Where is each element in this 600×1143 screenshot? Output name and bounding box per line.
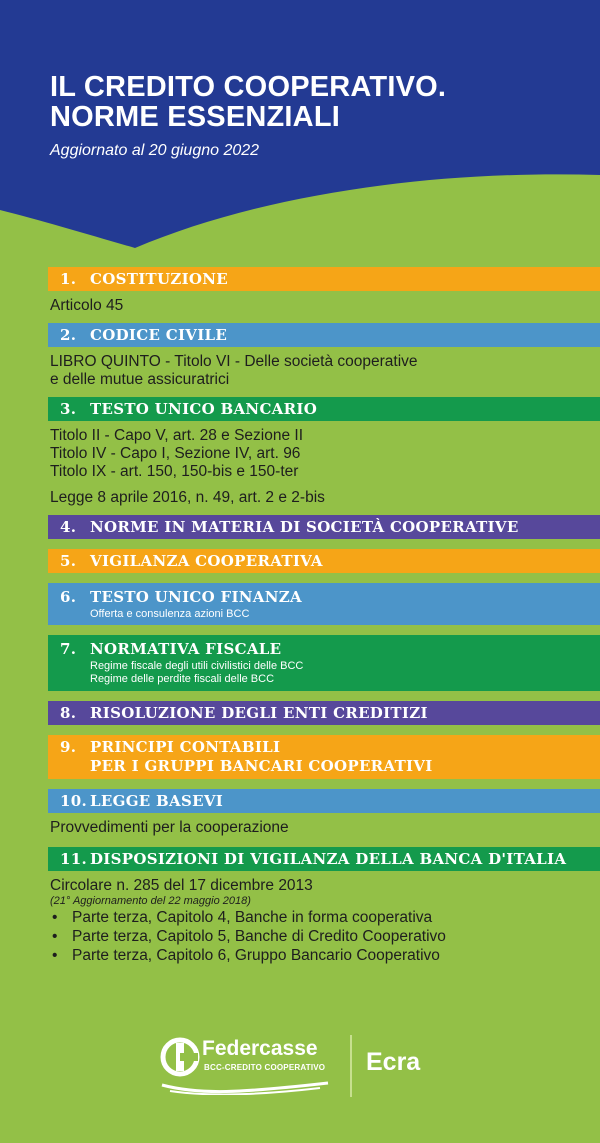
section-7-number: 7. <box>60 640 77 658</box>
section-11-header <box>48 847 600 871</box>
section-3-header <box>48 397 600 421</box>
logo-separator <box>350 1035 352 1097</box>
section-8-header <box>48 701 600 725</box>
section-11-note: (21° Aggiornamento del 22 maggio 2018) <box>50 895 251 907</box>
section-7-subtitle: Regime fiscale degli utili civilistici delle BCC <box>90 660 304 672</box>
section-9-header <box>48 735 600 779</box>
federcasse-name: Federcasse <box>202 1037 318 1060</box>
update-date: Aggiornato al 20 giugno 2022 <box>50 142 260 159</box>
section-3-line: Titolo IX - art. 150, 150-bis e 150-ter <box>50 463 299 480</box>
bullet: • <box>52 909 58 926</box>
federcasse-wave-icon <box>160 1079 330 1095</box>
section-6-subtitle: Offerta e consulenza azioni BCC <box>90 608 250 620</box>
bullet: • <box>52 947 58 964</box>
section-3-body <box>50 427 580 507</box>
section-2-line: e delle mutue assicuratrici <box>50 371 230 388</box>
section-11-bullets <box>52 908 600 965</box>
title-line-1: IL CREDITO COOPERATIVO. <box>50 71 447 103</box>
section-8-title: RISOLUZIONE DEGLI ENTI CREDITIZI <box>90 704 428 722</box>
section-5-header <box>48 549 600 573</box>
ecra-logo: Ecra <box>366 1048 421 1076</box>
sections-list <box>0 267 600 965</box>
section-6-header <box>48 583 600 625</box>
section-2-body <box>50 353 580 389</box>
list-item: • Parte terza, Capitolo 5, Banche di Credito Cooperativo <box>52 928 446 945</box>
section-4-number: 4. <box>60 518 77 536</box>
section-2-header <box>48 323 600 347</box>
section-1-number: 1. <box>60 270 77 288</box>
section-3-law: Legge 8 aprile 2016, n. 49, art. 2 e 2-bis <box>50 489 325 506</box>
section-7-subtitle: Regime delle perdite fiscali delle BCC <box>90 673 275 685</box>
section-10-body: Provvedimenti per la cooperazione <box>50 819 289 836</box>
section-3-number: 3. <box>60 400 77 418</box>
section-6-number: 6. <box>60 588 77 606</box>
page-title <box>50 72 446 132</box>
section-10-number: 10. <box>60 792 87 810</box>
section-11-number: 11. <box>60 850 87 868</box>
federcasse-subtitle: BCC-CREDITO COOPERATIVO <box>204 1063 326 1072</box>
title-line-2: NORME ESSENZIALI <box>50 101 340 133</box>
section-4-title: NORME IN MATERIA DI SOCIETÀ COOPERATIVE <box>90 518 519 536</box>
federcasse-logo-icon <box>160 1037 200 1077</box>
section-5-number: 5. <box>60 552 77 570</box>
section-5-title: VIGILANZA COOPERATIVA <box>90 552 323 570</box>
list-item: • Parte terza, Capitolo 6, Gruppo Bancario Cooperativo <box>52 947 440 964</box>
section-8-number: 8. <box>60 704 77 722</box>
section-3-title: TESTO UNICO BANCARIO <box>90 400 318 418</box>
section-2-title: CODICE CIVILE <box>90 326 228 344</box>
section-11-body: Circolare n. 285 del 17 dicembre 2013 <box>50 877 313 894</box>
section-1-title: COSTITUZIONE <box>90 270 229 288</box>
section-3-line: Titolo II - Capo V, art. 28 e Sezione II <box>50 427 304 444</box>
bullet: • <box>52 928 58 945</box>
section-9-title-line: PRINCIPI CONTABILI <box>90 738 281 756</box>
section-1-header <box>48 267 600 291</box>
section-2-line: LIBRO QUINTO - Titolo VI - Delle società cooperative <box>50 353 418 370</box>
section-4-header <box>48 515 600 539</box>
list-item: • Parte terza, Capitolo 4, Banche in forma cooperativa <box>52 909 433 926</box>
section-10-title: LEGGE BASEVI <box>90 792 224 810</box>
section-7-header <box>48 635 600 691</box>
section-1-body: Articolo 45 <box>50 297 124 314</box>
section-10-header <box>48 789 600 813</box>
footer-logos <box>160 1035 460 1099</box>
section-7-title: NORMATIVA FISCALE <box>90 640 282 658</box>
section-11-title: DISPOSIZIONI DI VIGILANZA DELLA BANCA D'ITALIA <box>90 850 567 868</box>
section-3-line: Titolo IV - Capo I, Sezione IV, art. 96 <box>50 445 301 462</box>
section-2-number: 2. <box>60 326 77 344</box>
section-9-number: 9. <box>60 738 77 756</box>
section-9-title-line: PER I GRUPPI BANCARI COOPERATIVI <box>90 757 433 775</box>
section-6-title: TESTO UNICO FINANZA <box>90 588 302 606</box>
